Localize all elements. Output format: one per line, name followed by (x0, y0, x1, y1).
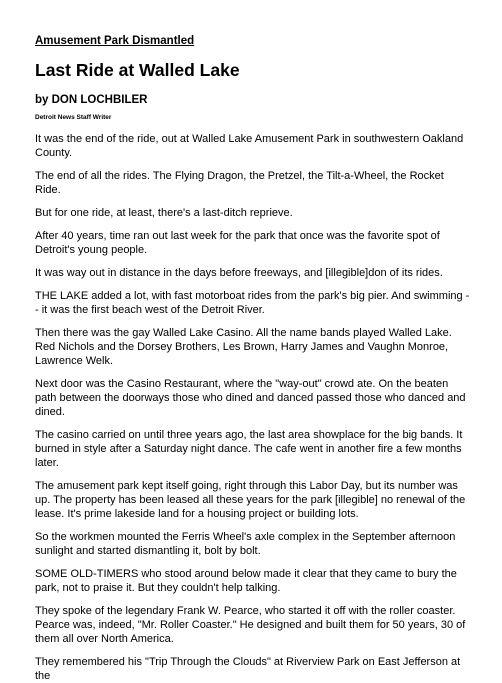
article-paragraph: Then there was the gay Walled Lake Casino. All the name bands played Walled Lake. Red Nichols and the Dorsey Brothers, Les Brown, Harry James and Vaughn Monroe, Lawrence Welk. (35, 327, 452, 367)
article-paragraph: They remembered his "Trip Through the Clouds" at Riverview Park on East Jefferson at the (35, 656, 461, 682)
article-byline: by DON LOCHBILER (35, 94, 148, 106)
article-paragraph: It was way out in distance in the days before freeways, and [illegible]don of its rides. (35, 267, 443, 279)
article-paragraph: SOME OLD-TIMERS who stood around below made it clear that they came to bury the park, not to praise it. But they couldn't help talking. (35, 568, 457, 594)
article-paragraph: The casino carried on until three years ago, the last area showplace for the big bands. It burned in style after a Saturday night dance. The cafe went in another fire a few months later. (35, 429, 463, 469)
article-credit: Detroit News Staff Writer (35, 114, 112, 121)
article-paragraph: The amusement park kept itself going, right through this Labor Day, but its number was up. The property has been leased all these years for the park [illegible] no renewal of the lease. It's prime lakeside land for a housing project or building lots. (35, 480, 466, 520)
article-paragraph: It was the end of the ride, out at Walled Lake Amusement Park in southwestern Oakland County. (35, 133, 464, 159)
article-paragraph: They spoke of the legendary Frank W. Pearce, who started it off with the roller coaster. Pearce was, indeed, "Mr. Roller Coaster." He designed and built them for 50 years, 30 of them all over North America. (35, 605, 466, 645)
article-paragraph: After 40 years, time ran out last week for the park that once was the favorite spot of Detroit's young people. (35, 230, 440, 256)
article-paragraph: But for one ride, at least, there's a last-ditch reprieve. (35, 207, 293, 219)
article-kicker: Amusement Park Dismantled (35, 35, 195, 47)
article-paragraph: The end of all the rides. The Flying Dragon, the Pretzel, the Tilt-a-Wheel, the Rocket Ride. (35, 170, 444, 196)
article-headline: Last Ride at Walled Lake (35, 60, 240, 80)
article-paragraph: THE LAKE added a lot, with fast motorboat rides from the park's big pier. And swimming -- it was the first beach west of the Detroit River. (35, 290, 470, 316)
article-paragraph: So the workmen mounted the Ferris Wheel's axle complex in the September afternoon sunlight and started dismantling it, bolt by bolt. (35, 531, 456, 557)
article-paragraph: Next door was the Casino Restaurant, where the "way-out" crowd ate. On the beaten path between the doorways those who dined and danced passed those who danced and dined. (35, 378, 466, 418)
article-body (35, 132, 472, 683)
